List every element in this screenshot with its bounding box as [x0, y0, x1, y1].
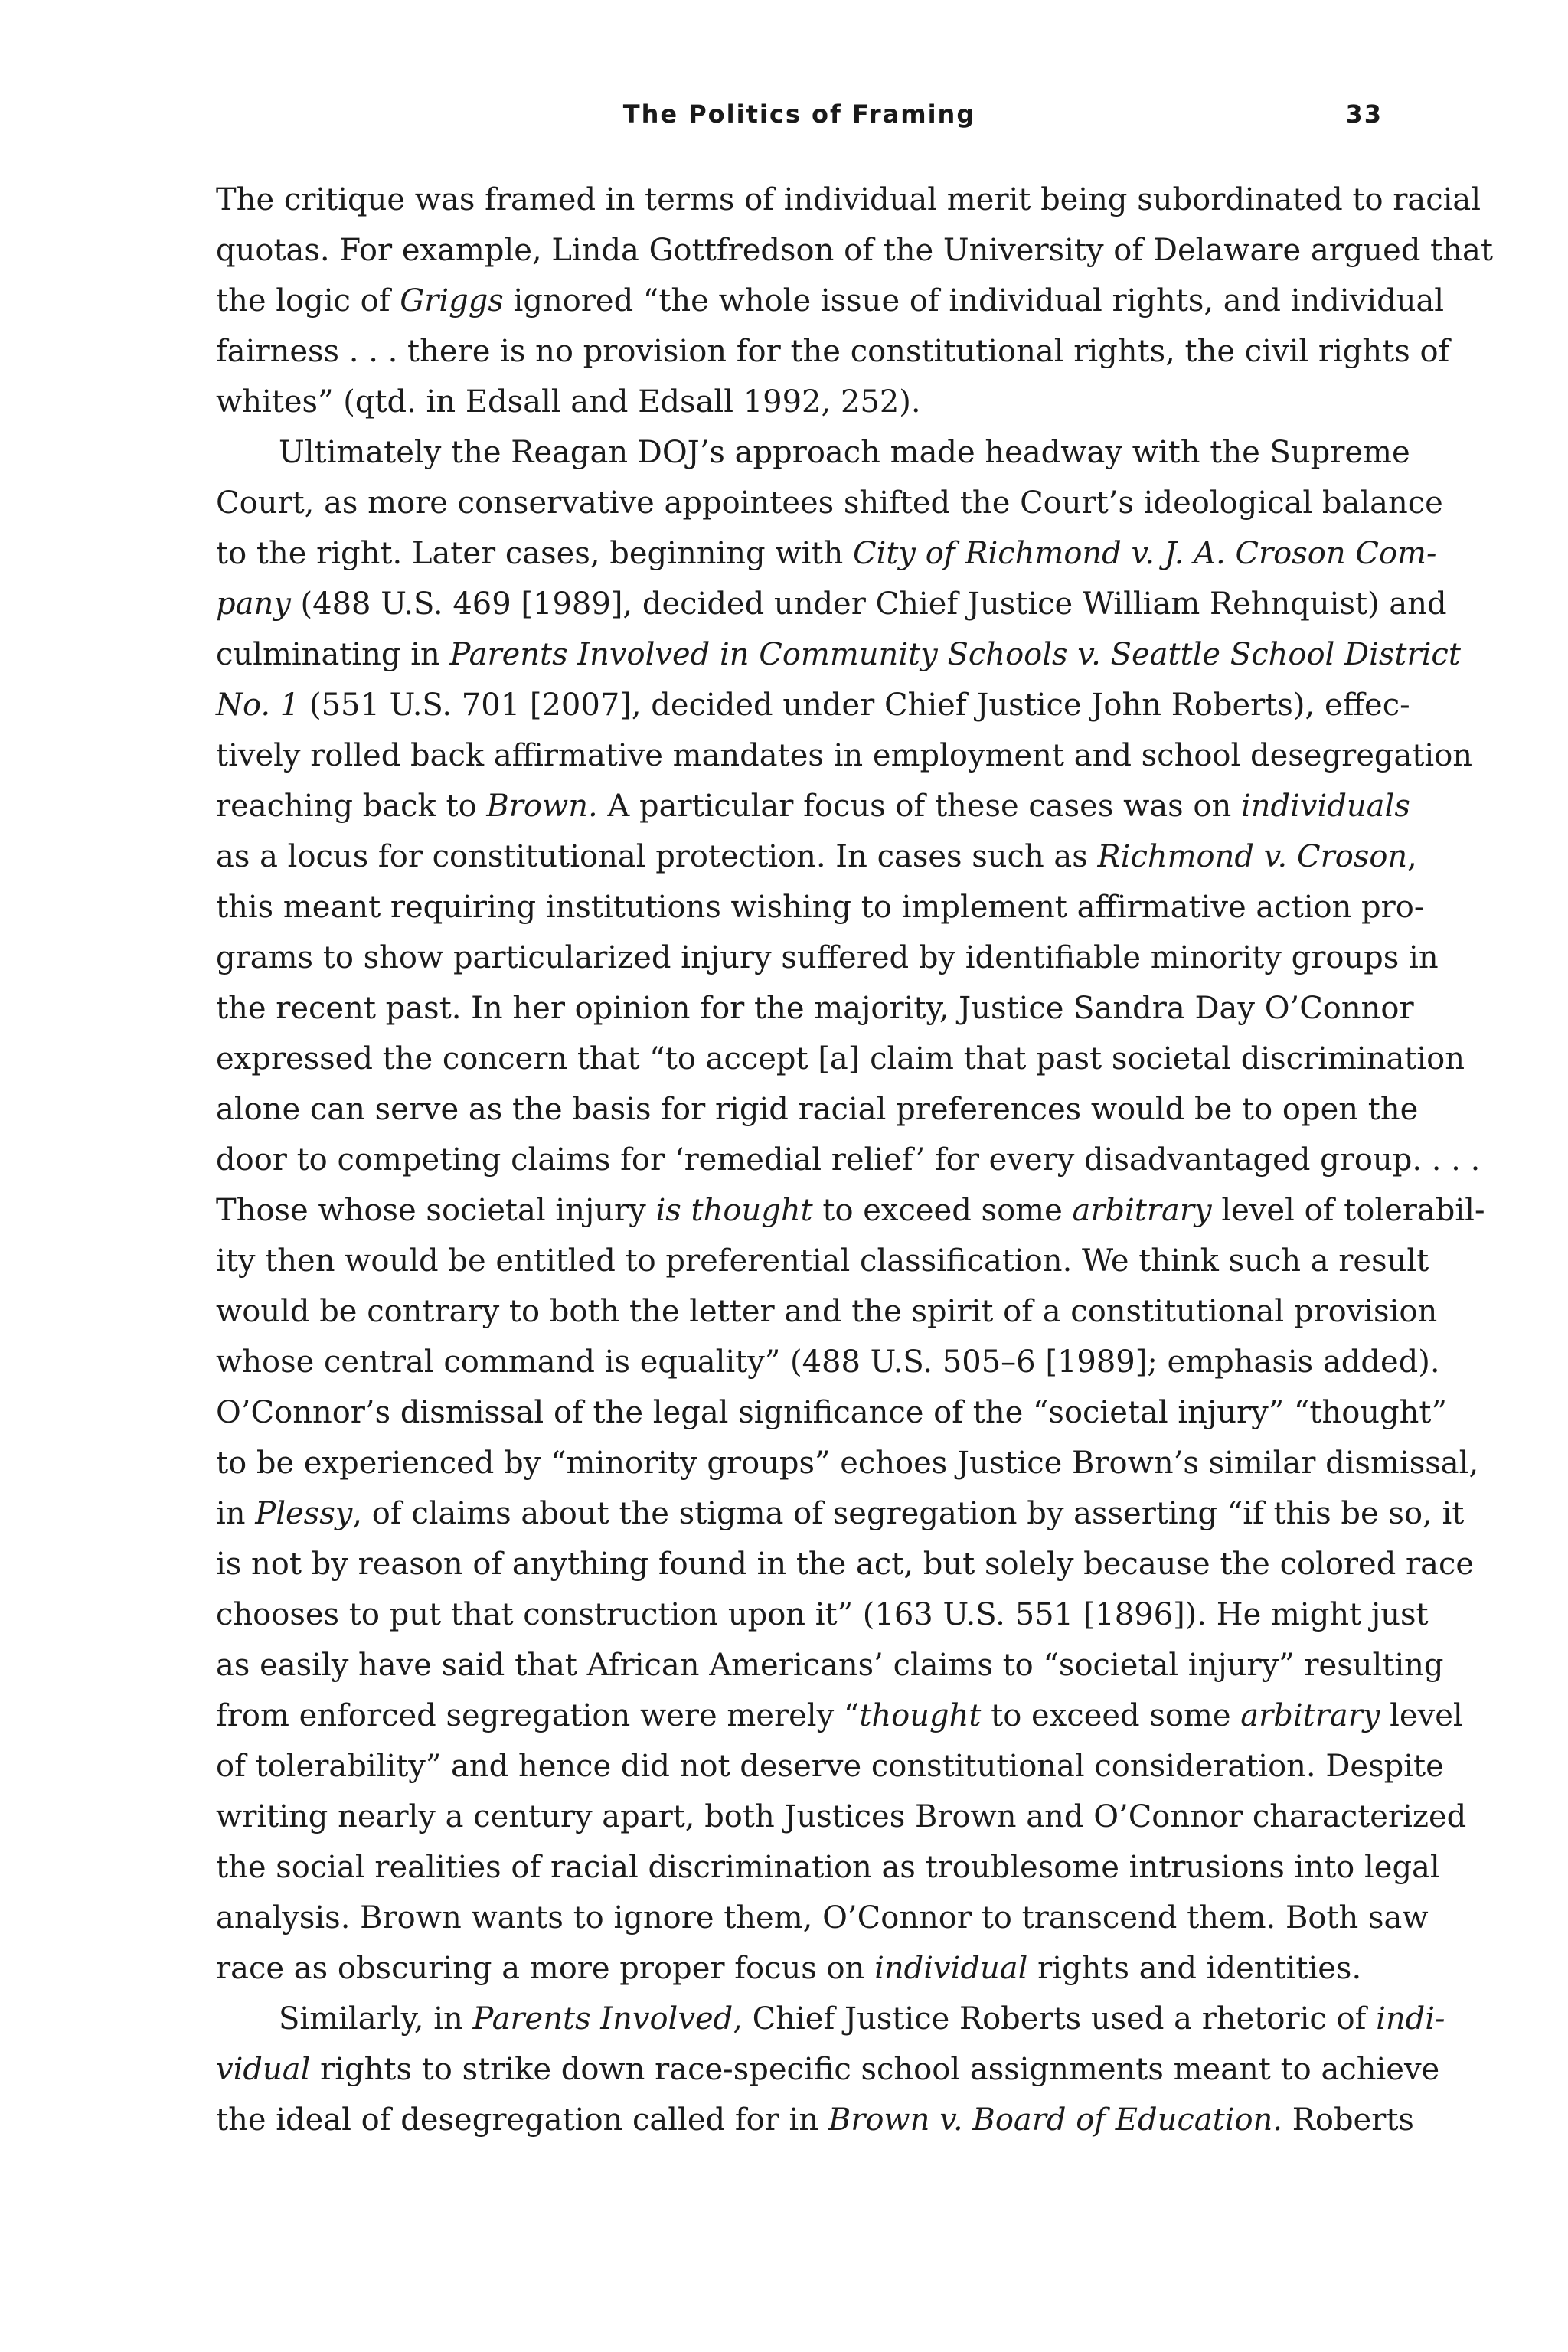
text-line: [216, 1589, 1429, 1640]
text-run: ignored “the whole issue of individual rights, and individual: [503, 283, 1445, 318]
running-title: The Politics of Framing: [622, 100, 976, 129]
text-run: (488 U.S. 469 [1989], decided under Chief Justice William Rehnquist) and: [290, 586, 1447, 622]
text-line: [216, 1690, 1463, 1741]
text-line: [216, 1640, 1444, 1690]
text-line: [216, 1236, 1429, 1286]
text-line: [216, 1185, 1485, 1236]
text-line: [216, 983, 1414, 1034]
text-run: reaching back to: [216, 789, 487, 824]
text-run: chooses to put that construction upon it” (163 U.S. 551 [1896]). He might just: [216, 1597, 1429, 1632]
text-run: , Chief Justice Roberts used a rhetoric of: [733, 2001, 1377, 2037]
italic-text: No. 1: [216, 688, 300, 723]
text-line: [216, 2044, 1440, 2095]
text-run: writing nearly a century apart, both Justices Brown and O’Connor characterized: [216, 1799, 1467, 1834]
text-line: [216, 1084, 1419, 1135]
text-line: [216, 1034, 1465, 1084]
text-line: [216, 579, 1447, 629]
text-run: the logic of: [216, 283, 400, 318]
text-run: ,: [1407, 839, 1417, 874]
text-run: is not by reason of anything found in the act, but solely because the colored race: [216, 1547, 1475, 1582]
italic-text: Parents Involved: [472, 2001, 733, 2037]
text-run: from enforced segregation were merely “: [216, 1698, 860, 1733]
text-line: [216, 427, 1410, 478]
text-run: whose central command is equality” (488 U.S. 505–6 [1989]; emphasis added).: [216, 1344, 1440, 1380]
text-run: Those whose societal injury: [216, 1193, 656, 1228]
text-run: culminating in: [216, 637, 450, 672]
text-line: [216, 2095, 1414, 2145]
italic-text: thought: [859, 1698, 982, 1733]
text-run: as a locus for constitutional protection. In cases such as: [216, 839, 1098, 874]
text-run: of tolerability” and hence did not deserve constitutional consideration. Despite: [216, 1749, 1444, 1784]
text-run: (551 U.S. 701 [2007], decided under Chief Justice John Roberts), effec-: [299, 688, 1410, 723]
text-run: Court, as more conservative appointees shifted the Court’s ideological balance: [216, 485, 1443, 521]
text-run: to be experienced by “minority groups” echoes Justice Brown’s similar dismissal,: [216, 1446, 1479, 1481]
text-line: [216, 933, 1439, 983]
text-run: ity then would be entitled to preferential classification. We think such a result: [216, 1243, 1429, 1279]
text-line: [216, 1994, 1446, 2044]
italic-text: Brown v. Board of Education.: [828, 2102, 1283, 2138]
text-line: [216, 730, 1473, 781]
text-line: [216, 528, 1437, 579]
text-line: [216, 1943, 1383, 1994]
italic-text: Richmond v. Croson: [1097, 839, 1408, 874]
italic-text: pany: [216, 586, 291, 622]
text-line: [216, 1792, 1467, 1842]
text-run: race as obscuring a more proper focus on: [216, 1951, 875, 1986]
text-run: would be contrary to both the letter and the spirit of a constitutional provision: [216, 1294, 1438, 1329]
text-run: door to competing claims for ‘remedial relief’ for every disadvantaged group. . . .: [216, 1142, 1481, 1178]
text-line: [216, 1741, 1444, 1792]
text-line: [216, 377, 1383, 427]
running-head: [216, 100, 1383, 138]
paragraph: [216, 1994, 1446, 2145]
text-run: the ideal of desegregation called for in: [216, 2102, 828, 2138]
text-line: [216, 1135, 1481, 1185]
text-line: [216, 629, 1461, 680]
text-run: Similarly, in: [279, 2001, 473, 2037]
text-run: O’Connor’s dismissal of the legal significance of the “societal injury” “thought”: [216, 1395, 1447, 1430]
paragraph: [216, 427, 1485, 1994]
italic-text: Plessy: [255, 1496, 353, 1531]
text-line: [216, 478, 1443, 528]
text-run: alone can serve as the basis for rigid racial preferences would be to open the: [216, 1092, 1419, 1127]
text-run: , of claims about the stigma of segregation by asserting “if this be so, it: [352, 1496, 1465, 1531]
text-run: whites” (qtd. in Edsall and Edsall 1992, 252).: [216, 384, 921, 420]
italic-text: Brown.: [486, 789, 598, 824]
text-line: [216, 326, 1450, 377]
text-run: fairness . . . there is no provision for the constitutional rights, the civil rights of: [216, 334, 1450, 369]
text-run: tively rolled back affirmative mandates in employment and school desegregation: [216, 738, 1473, 773]
text-line: [216, 1337, 1440, 1387]
text-line: [216, 680, 1410, 730]
text-run: quotas. For example, Linda Gottfredson of the University of Delaware argued that: [216, 233, 1493, 268]
text-line: [216, 1539, 1475, 1589]
italic-text: arbitrary: [1072, 1193, 1212, 1228]
text-line: [216, 781, 1410, 831]
text-line: [216, 1488, 1465, 1539]
text-run: to exceed some: [812, 1193, 1073, 1228]
text-line: [216, 225, 1493, 276]
text-run: rights and identities.: [1027, 1951, 1362, 1986]
text-run: to exceed some: [981, 1698, 1241, 1733]
text-run: grams to show particularized injury suffered by identifiable minority groups in: [216, 940, 1439, 975]
italic-text: individual: [874, 1951, 1028, 1986]
italic-text: individuals: [1240, 789, 1410, 824]
italic-text: Parents Involved in Community Schools v. Seattle School District: [449, 637, 1461, 672]
italic-text: Griggs: [400, 283, 504, 318]
italic-text: is thought: [655, 1193, 813, 1228]
text-run: A particular focus of these cases was on: [597, 789, 1241, 824]
text-line: [216, 831, 1417, 882]
text-run: Roberts: [1282, 2102, 1414, 2138]
text-run: analysis. Brown wants to ignore them, O’Connor to transcend them. Both saw: [216, 1900, 1429, 1936]
text-line: [216, 1387, 1447, 1438]
text-run: Ultimately the Reagan DOJ’s approach made headway with the Supreme: [279, 435, 1410, 470]
text-line: [216, 1842, 1440, 1893]
body-text: [216, 175, 1493, 2145]
text-run: The critique was framed in terms of individual merit being subordinated to racial: [216, 182, 1481, 217]
text-line: [216, 276, 1445, 326]
italic-text: indi-: [1376, 2001, 1446, 2037]
text-run: expressed the concern that “to accept [a] claim that past societal discrimination: [216, 1041, 1465, 1076]
text-run: level: [1380, 1698, 1463, 1733]
text-line: [216, 175, 1481, 225]
paragraph: [216, 175, 1493, 427]
text-line: [216, 882, 1425, 933]
text-line: [216, 1286, 1438, 1337]
text-run: in: [216, 1496, 256, 1531]
text-run: rights to strike down race-specific school assignments meant to achieve: [310, 2052, 1440, 2087]
italic-text: City of Richmond v. J. A. Croson Com-: [852, 536, 1437, 571]
text-line: [216, 1438, 1479, 1488]
text-run: as easily have said that African Americans’ claims to “societal injury” resulting: [216, 1648, 1444, 1683]
text-run: to the right. Later cases, beginning with: [216, 536, 853, 571]
italic-text: vidual: [216, 2052, 311, 2087]
italic-text: arbitrary: [1240, 1698, 1380, 1733]
text-run: the social realities of racial discrimination as troublesome intrusions into legal: [216, 1850, 1440, 1885]
text-run: this meant requiring institutions wishing to implement affirmative action pro-: [216, 890, 1425, 925]
page-number: 33: [1345, 100, 1383, 129]
text-line: [216, 1893, 1429, 1943]
text-run: level of tolerabil-: [1211, 1193, 1485, 1228]
text-run: the recent past. In her opinion for the majority, Justice Sandra Day O’Connor: [216, 991, 1414, 1026]
